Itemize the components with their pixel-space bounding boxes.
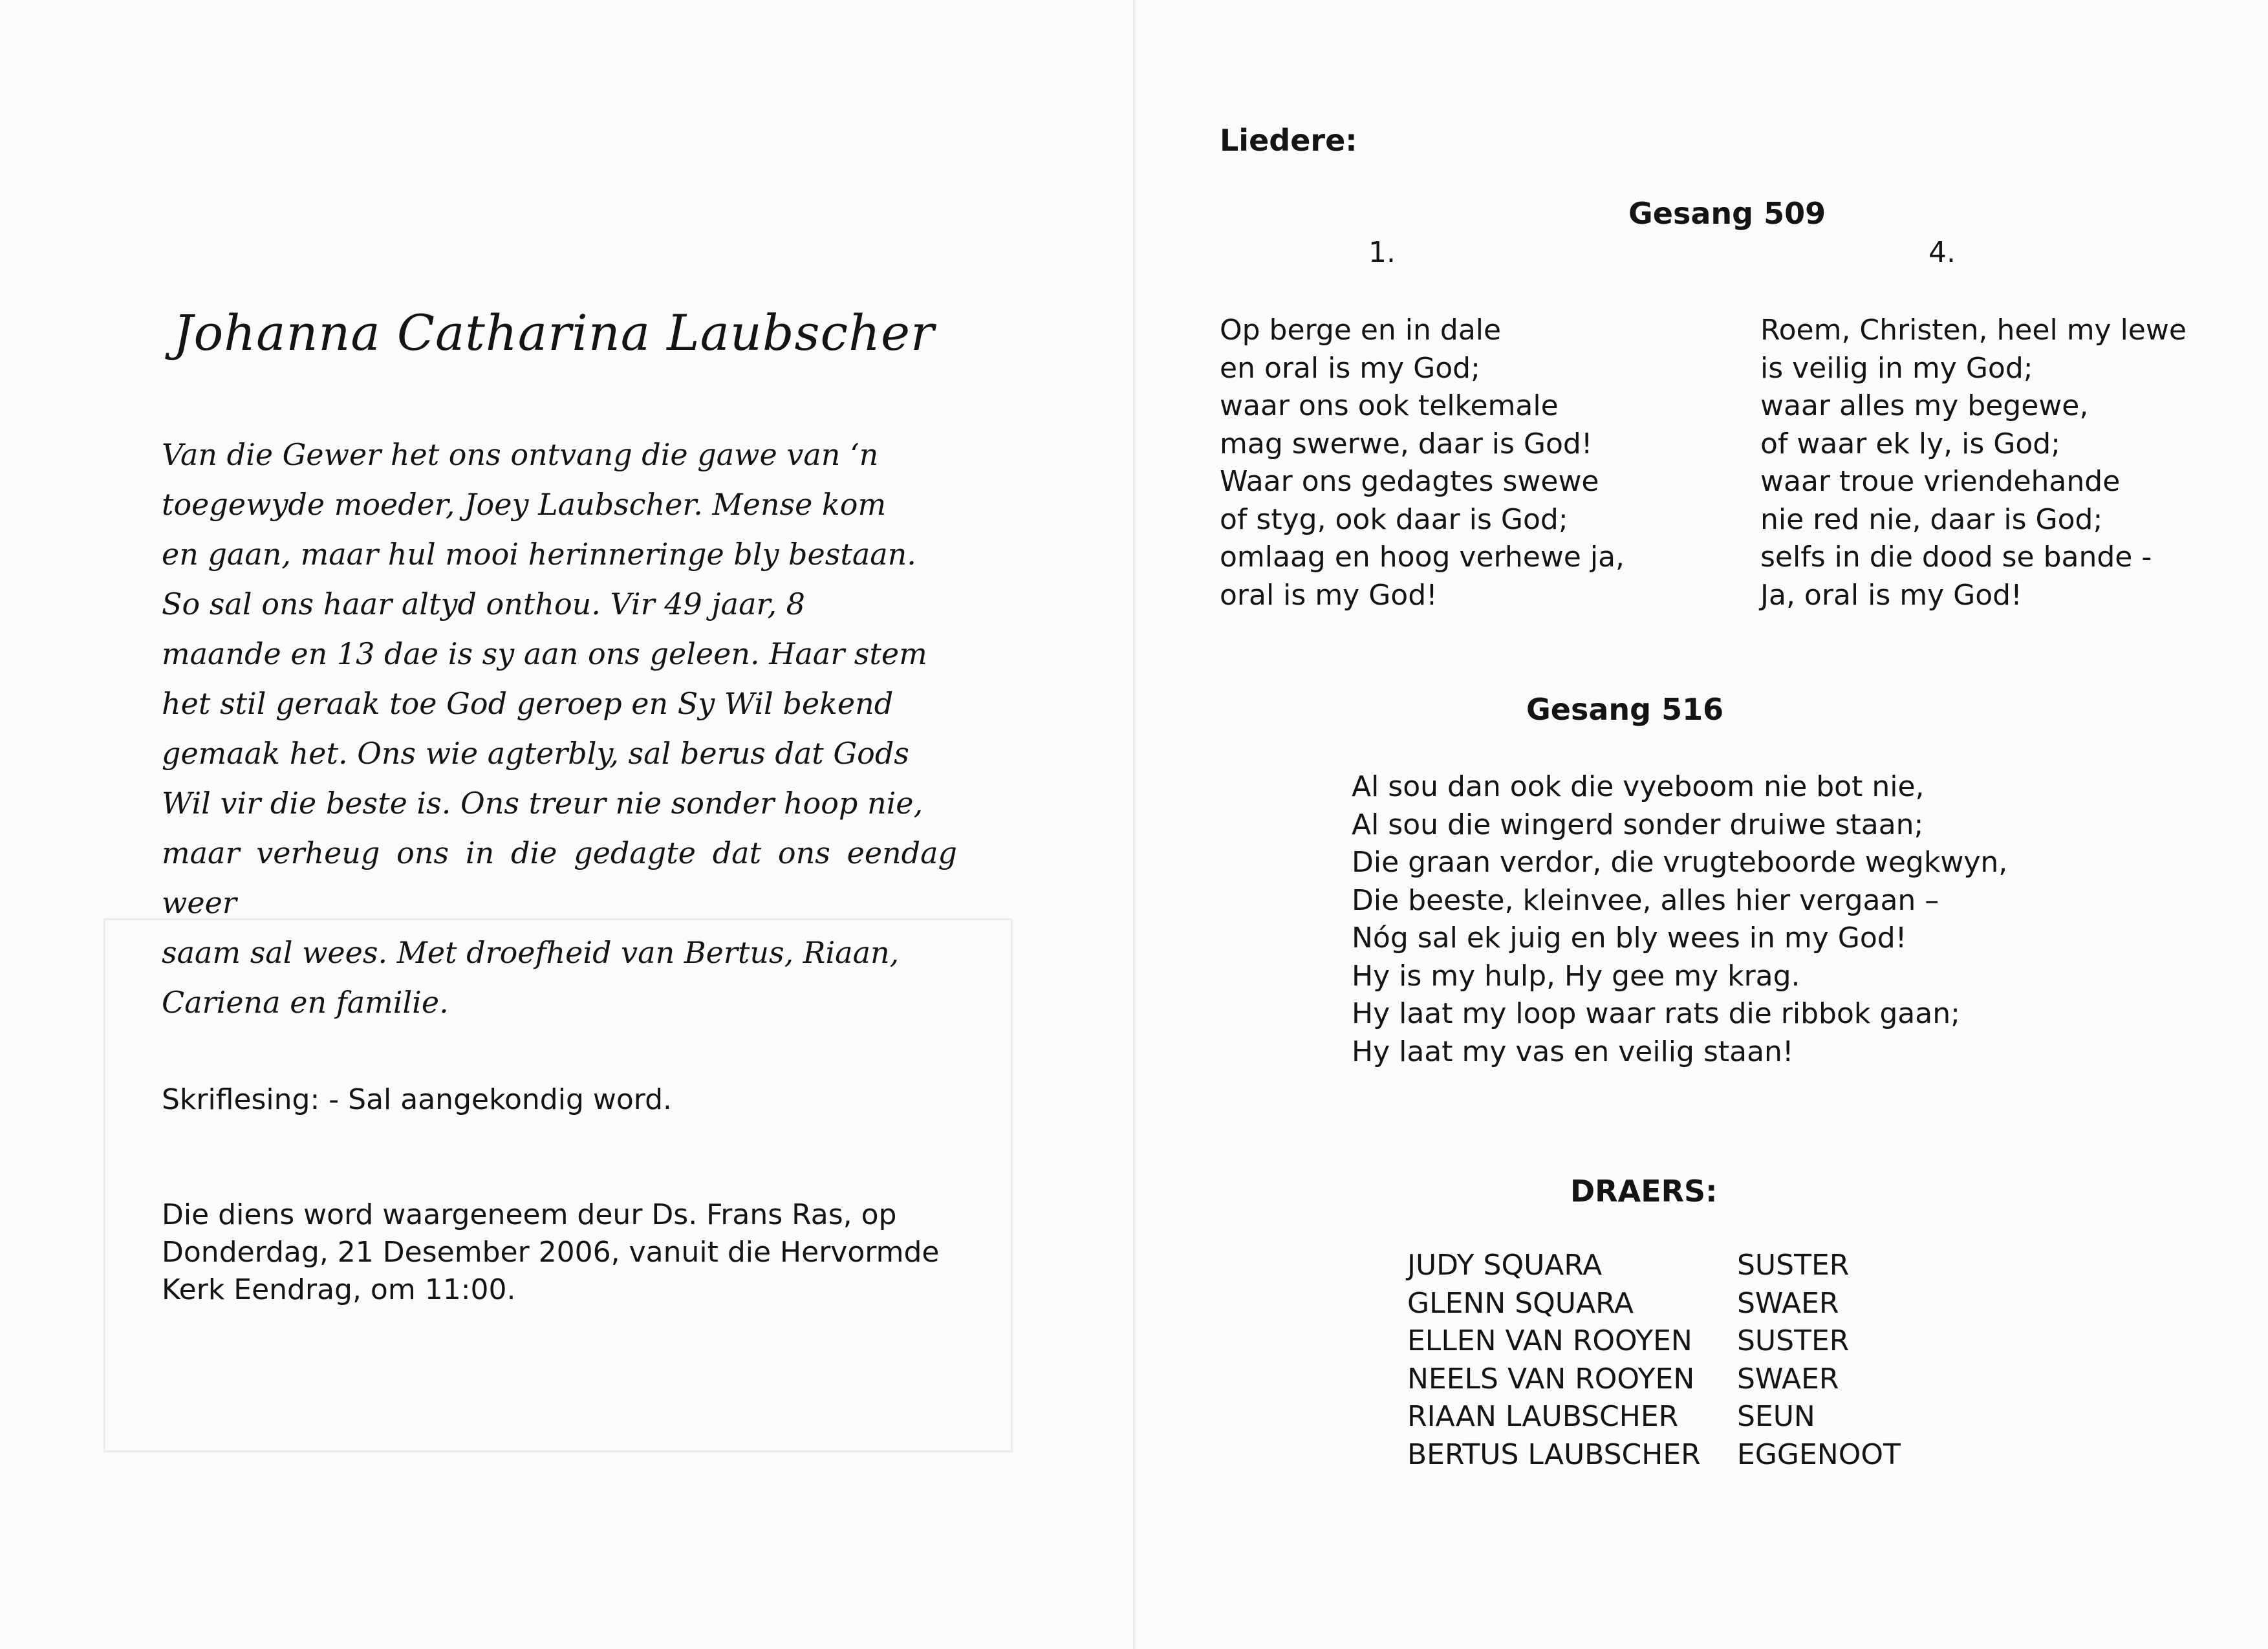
verse-line: of styg, ook daar is God; — [1220, 502, 1568, 536]
bearer-relation: SWAER — [1737, 1286, 1839, 1320]
verse-line: selfs in die dood se bande - — [1760, 541, 2152, 574]
tribute-line: en gaan, maar hul mooi herinneringe bly bestaan. — [162, 537, 916, 572]
verse-line: Al sou dan ook die vyeboom nie bot nie, — [1352, 770, 1925, 803]
verse-line: Op berge en in dale — [1220, 314, 1502, 347]
bearers-relations — [1737, 1247, 1901, 1474]
verse-line: nie red nie, daar is God; — [1760, 502, 2103, 536]
verse-line: Al sou die wingerd sonder druiwe staan; — [1352, 808, 1924, 841]
songs-heading: Liedere: — [1220, 123, 1357, 158]
bearer-relation: SEUN — [1737, 1400, 1815, 1433]
left-page — [0, 0, 1133, 1649]
hymn-509-verse-1 — [1220, 312, 1625, 614]
verse-line: en oral is my God; — [1220, 351, 1480, 385]
verse-line: Die beeste, kleinvee, alles hier vergaan – — [1352, 883, 1939, 917]
bearer-name: JUDY SQUARA — [1407, 1249, 1603, 1282]
bearer-name: GLENN SQUARA — [1407, 1286, 1634, 1320]
verse-line: mag swerwe, daar is God! — [1220, 427, 1593, 460]
tribute-line: maande en 13 dae is sy aan ons geleen. Haar stem — [162, 636, 927, 671]
tribute-line: Cariena en familie. — [162, 985, 449, 1020]
hymn-509-verse-4 — [1760, 312, 2187, 614]
verse-line: Waar ons gedagtes swewe — [1220, 465, 1599, 498]
tribute-line: gemaak het. Ons wie agterbly, sal berus dat Gods — [162, 736, 909, 771]
verse-number: 4. — [1928, 236, 1956, 269]
verse-number: 1. — [1368, 236, 1396, 269]
verse-line: waar alles my begewe, — [1760, 389, 2089, 422]
tribute-line: Van die Gewer het ons ontvang die gawe van ‘n — [162, 437, 879, 472]
bearers-names — [1407, 1247, 1701, 1474]
verse-line: oral is my God! — [1220, 578, 1438, 612]
verse-line: waar troue vriendehande — [1760, 465, 2121, 498]
bearer-name: RIAAN LAUBSCHER — [1407, 1400, 1679, 1433]
deceased-name: Johanna Catharina Laubscher — [173, 304, 935, 361]
verse-line: Nóg sal ek juig en bly wees in my God! — [1352, 921, 1907, 954]
service-details — [162, 1196, 951, 1309]
hymn-516-verse — [1352, 768, 2007, 1071]
tribute-text — [162, 430, 957, 1028]
verse-line: Hy laat my loop waar rats die ribbok gaan; — [1352, 997, 1960, 1030]
bearer-relation: SUSTER — [1737, 1249, 1850, 1282]
verse-line: of waar ek ly, is God; — [1760, 427, 2061, 460]
bearer-relation: SWAER — [1737, 1362, 1839, 1396]
hymn-509-title: Gesang 509 — [1628, 196, 1826, 231]
tribute-line: maar verheug ons in die gedagte dat ons eendag weer — [162, 835, 957, 920]
tribute-line: toegewyde moeder, Joey Laubscher. Mense kom — [162, 487, 887, 522]
scripture-reading: Skriflesing: - Sal aangekondig word. — [162, 1083, 672, 1116]
service-line: Kerk Eendrag, om 11:00. — [162, 1273, 516, 1306]
bearers-heading: DRAERS: — [1570, 1174, 1718, 1209]
bearer-name: NEELS VAN ROOYEN — [1407, 1362, 1695, 1396]
hymn-516-title: Gesang 516 — [1526, 692, 1724, 727]
tribute-line: Wil vir die beste is. Ons treur nie sonder hoop nie, — [162, 786, 923, 821]
service-line: Donderdag, 21 Desember 2006, vanuit die Hervormde — [162, 1236, 940, 1269]
verse-line: is veilig in my God; — [1760, 351, 2033, 385]
bearer-name: ELLEN VAN ROOYEN — [1407, 1324, 1692, 1357]
service-line: Die diens word waargeneem deur Ds. Frans Ras, op — [162, 1198, 897, 1231]
verse-line: omlaag en hoog verhewe ja, — [1220, 541, 1625, 574]
bearer-name: BERTUS LAUBSCHER — [1407, 1438, 1701, 1471]
tribute-line: So sal ons haar altyd onthou. Vir 49 jaar, 8 — [162, 587, 805, 621]
verse-line: waar ons ook telkemale — [1220, 389, 1559, 422]
bearer-relation: EGGENOOT — [1737, 1438, 1901, 1471]
bearer-relation: SUSTER — [1737, 1324, 1850, 1357]
verse-line: Hy laat my vas en veilig staan! — [1352, 1035, 1794, 1068]
verse-line: Hy is my hulp, Hy gee my krag. — [1352, 959, 1800, 993]
tribute-line: het stil geraak toe God geroep en Sy Wil bekend — [162, 686, 894, 721]
verse-line: Die graan verdor, die vrugteboorde wegkwyn, — [1352, 846, 2008, 879]
verse-line: Roem, Christen, heel my lewe — [1760, 314, 2187, 347]
verse-line: Ja, oral is my God! — [1760, 578, 2022, 612]
tribute-line: saam sal wees. Met droefheid van Bertus, Riaan, — [162, 935, 900, 970]
right-page — [1136, 0, 2268, 1649]
